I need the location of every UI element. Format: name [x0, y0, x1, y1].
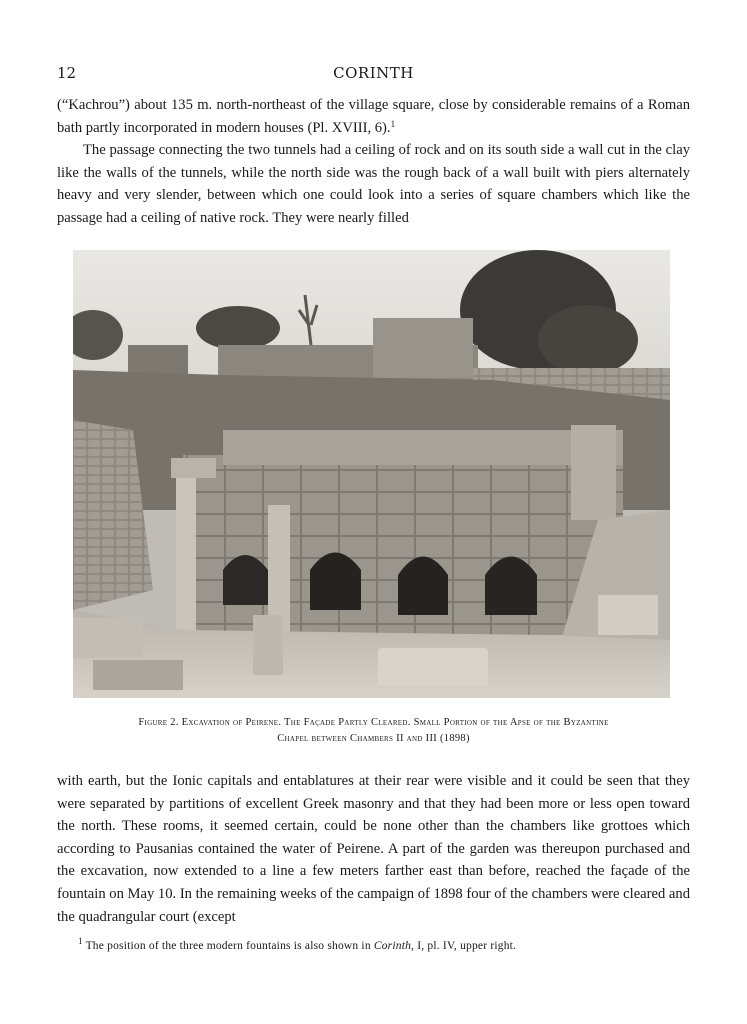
body-text-bottom: [57, 770, 690, 928]
fallen-block: [378, 648, 488, 686]
paragraph-1: [57, 94, 690, 139]
paragraph-2: The passage connecting the two tunnels had a ceiling of rock and on its south side a wall cut in the clay like the walls of the tunnels, while the north side was the rough back of a wall built with piers alternately heavy and very slender, between which one could look into a series of square chambers which like the passage had a ceiling of native rock. They were nearly filled: [57, 142, 690, 226]
page-number: 12: [57, 64, 77, 82]
footnote: [78, 936, 517, 952]
caption-line-1: Figure 2. Excavation of Peirene. The Façade Partly Cleared. Small Portion of the Apse of the Byzantine: [138, 717, 609, 728]
footnote-italic-title: Corinth,: [373, 940, 415, 952]
footnote-reference[interactable]: 1: [390, 118, 396, 129]
paragraph-1-text: (“Kachrou”) about 135 m. north-northeast of the village square, close by considerable remains of a Roman bath partly incorporated in modern houses (Pl. XVIII, 6).: [57, 97, 690, 136]
excavation-photograph: [73, 250, 670, 698]
running-title: CORINTH: [333, 64, 414, 82]
body-text-top: [57, 94, 690, 230]
paragraph-3: with earth, but the Ionic capitals and entablatures at their rear were visible and it could be seen that they were separated by partitions of excellent Greek masonry and that they had been more or less open toward the north. These rooms, it seemed certain, could be none other than the chambers like grottoes which according to Pausanias contained the water of Peirene. A part of the garden was thereupon purchased and the excavation, now extended to a line a few meters farther east than before, reached the façade of the fountain on May 10. In the remaining weeks of the campaign of 1898 four of the chambers were cleared and the quadrangular court (except: [57, 773, 690, 925]
caption-line-2: Chapel between Chambers II and III (1898): [277, 733, 470, 744]
column-left: [176, 475, 196, 640]
footnote-text-before: The position of the three modern fountains is also shown in: [85, 940, 371, 952]
footnote-marker: 1: [78, 936, 83, 946]
chamber-arch-1: [223, 555, 268, 605]
tree-left: [196, 306, 280, 350]
figure-caption: [57, 715, 690, 747]
footnote-text-after: I, pl. IV, upper right.: [417, 940, 517, 952]
photo-illustration: [73, 250, 670, 698]
